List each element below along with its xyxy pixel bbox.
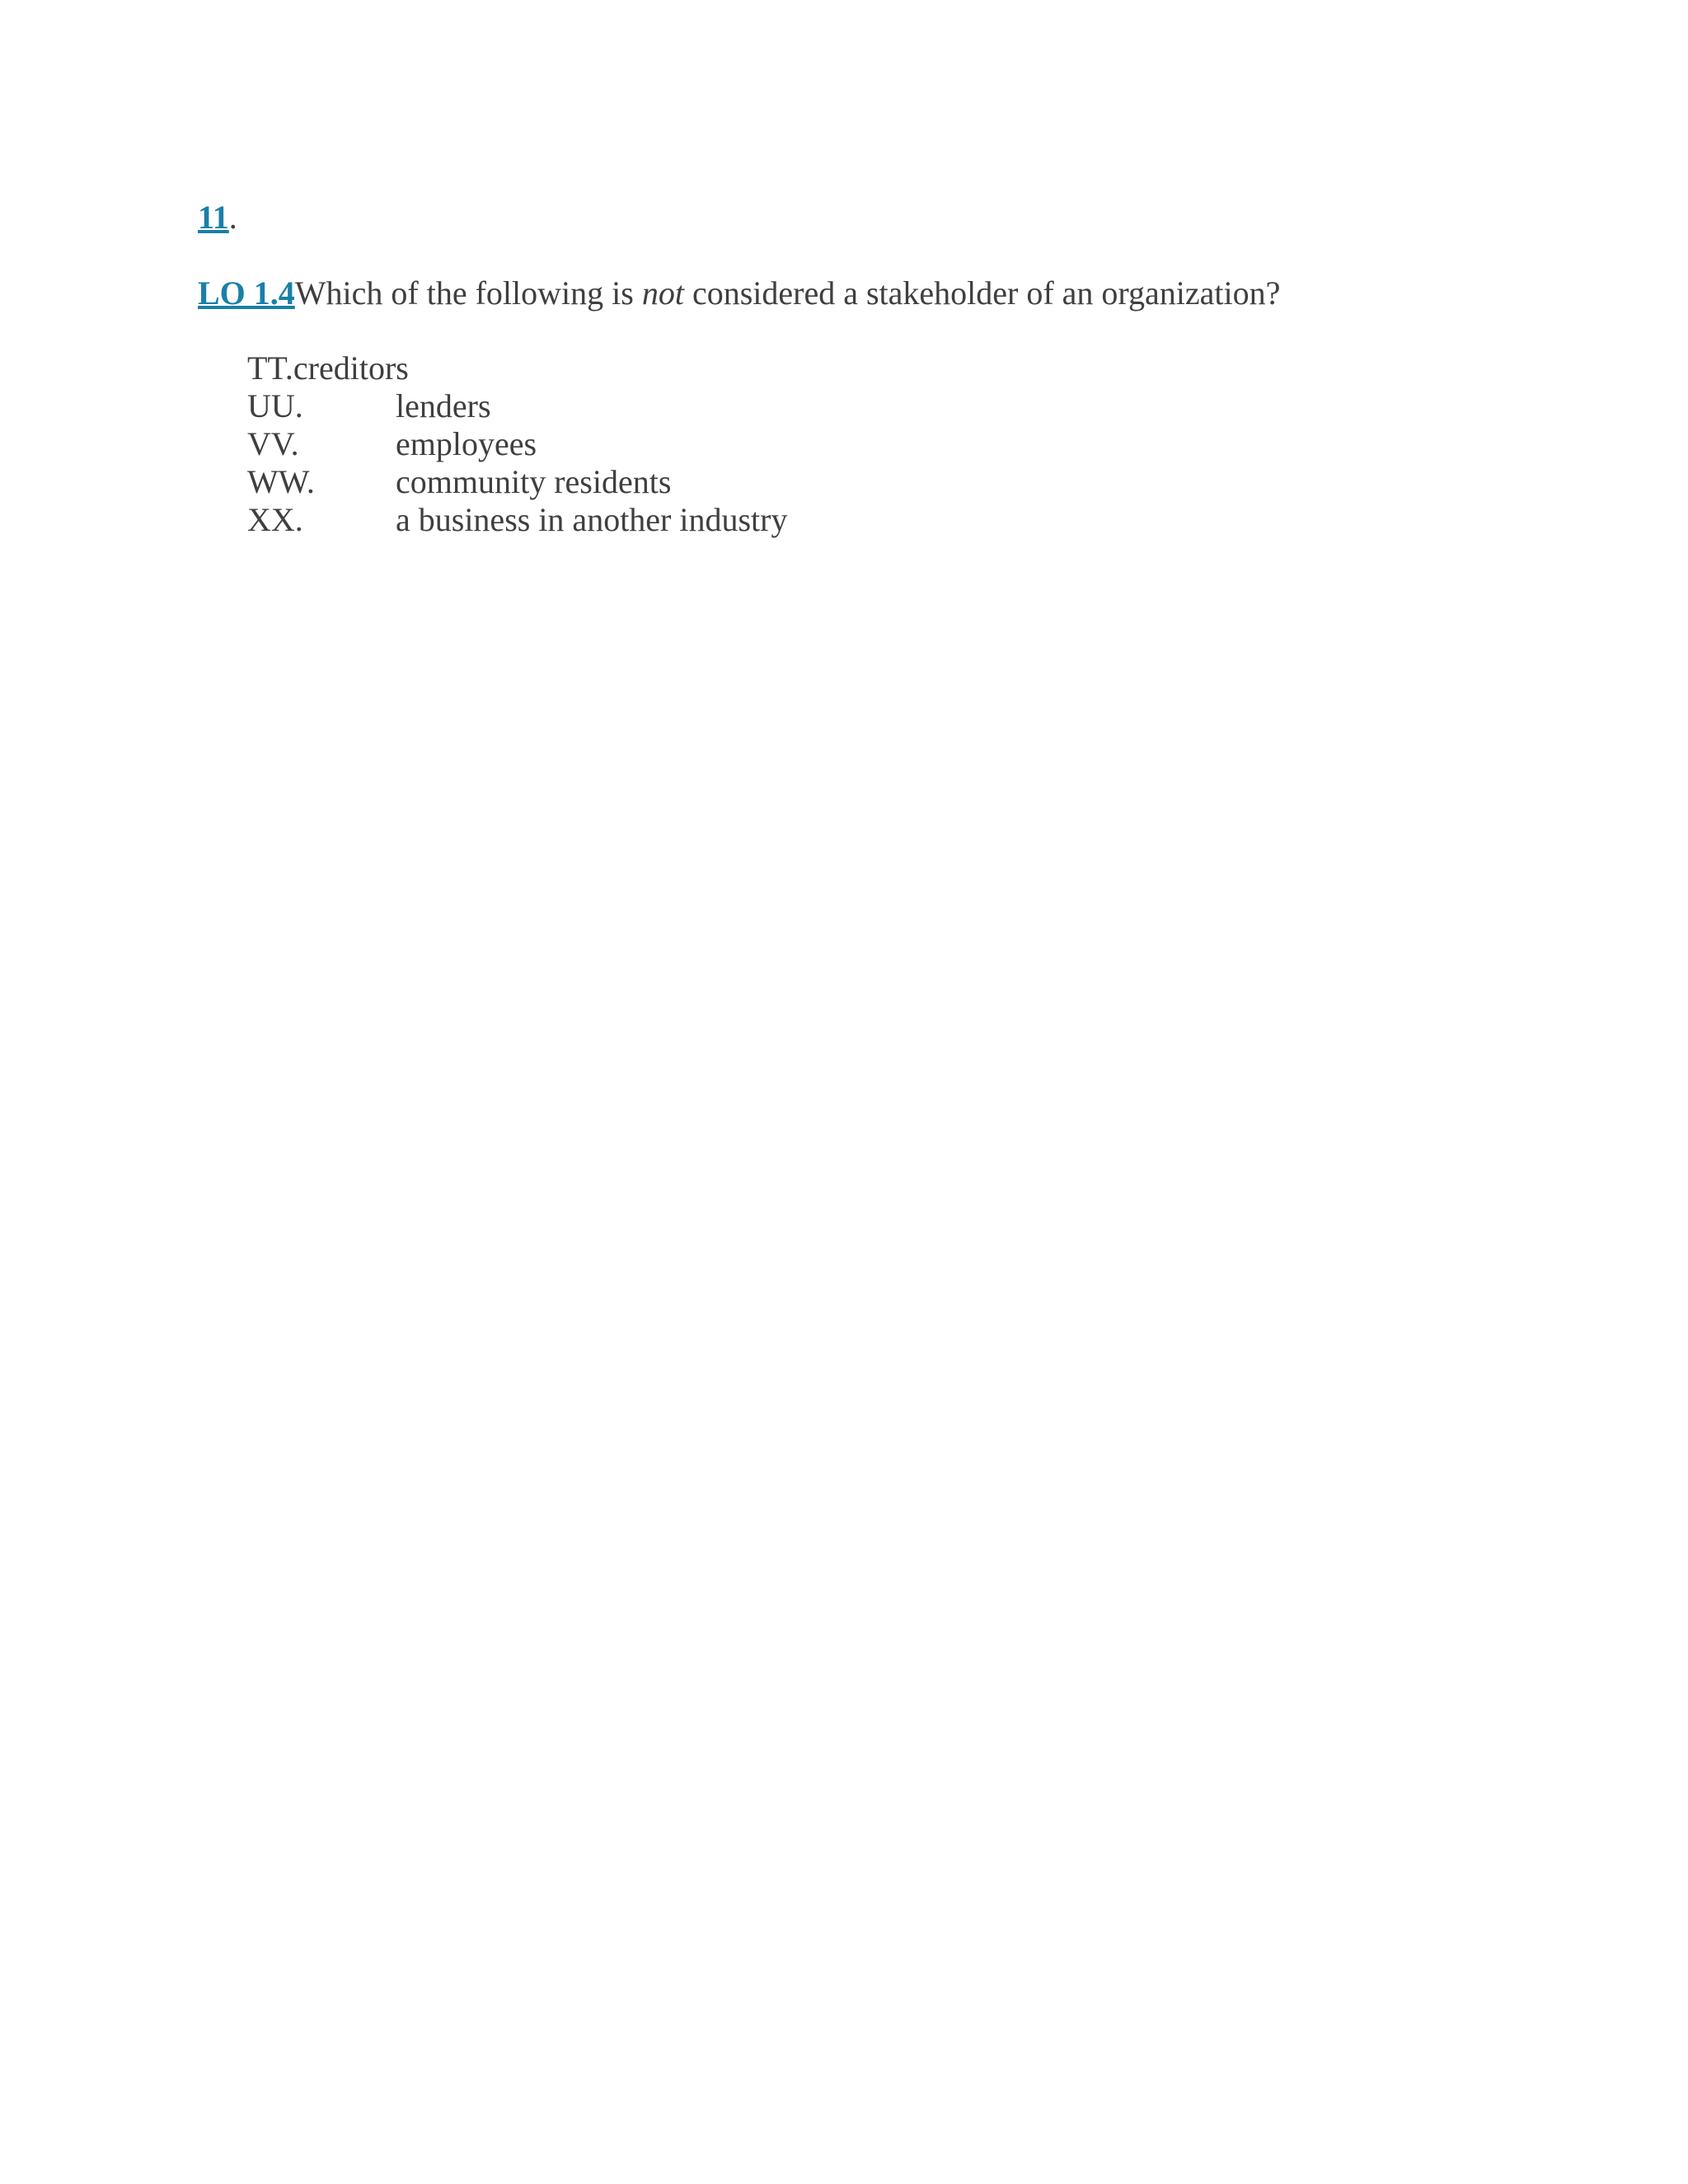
question-number-link[interactable]: 11 bbox=[198, 199, 229, 236]
answer-option-uu bbox=[247, 387, 491, 425]
answer-option-vv bbox=[247, 425, 537, 463]
answer-option-xx bbox=[247, 501, 788, 539]
option-letter: XX. bbox=[247, 501, 303, 538]
option-text: lenders bbox=[396, 387, 491, 424]
option-letter: VV. bbox=[247, 425, 299, 462]
answer-option-ww bbox=[247, 463, 672, 501]
question-number-suffix: . bbox=[228, 199, 237, 236]
answer-options bbox=[247, 349, 788, 539]
option-text: employees bbox=[396, 425, 537, 462]
question-text-emphasis: not bbox=[641, 274, 684, 312]
question-number-line bbox=[198, 194, 237, 241]
learning-objective-link[interactable]: LO 1.4 bbox=[198, 274, 295, 312]
question-text-after: considered a stakeholder of an organization? bbox=[683, 274, 1281, 312]
option-letter: TT. bbox=[247, 349, 293, 387]
option-text: creditors bbox=[293, 349, 409, 387]
question-stem bbox=[198, 270, 1280, 316]
question-text-before: Which of the following is bbox=[294, 274, 642, 312]
option-letter: WW. bbox=[247, 463, 315, 500]
option-letter: UU. bbox=[247, 387, 303, 424]
option-text: a business in another industry bbox=[396, 501, 788, 538]
option-text: community residents bbox=[396, 463, 672, 500]
answer-option-tt bbox=[247, 349, 409, 387]
